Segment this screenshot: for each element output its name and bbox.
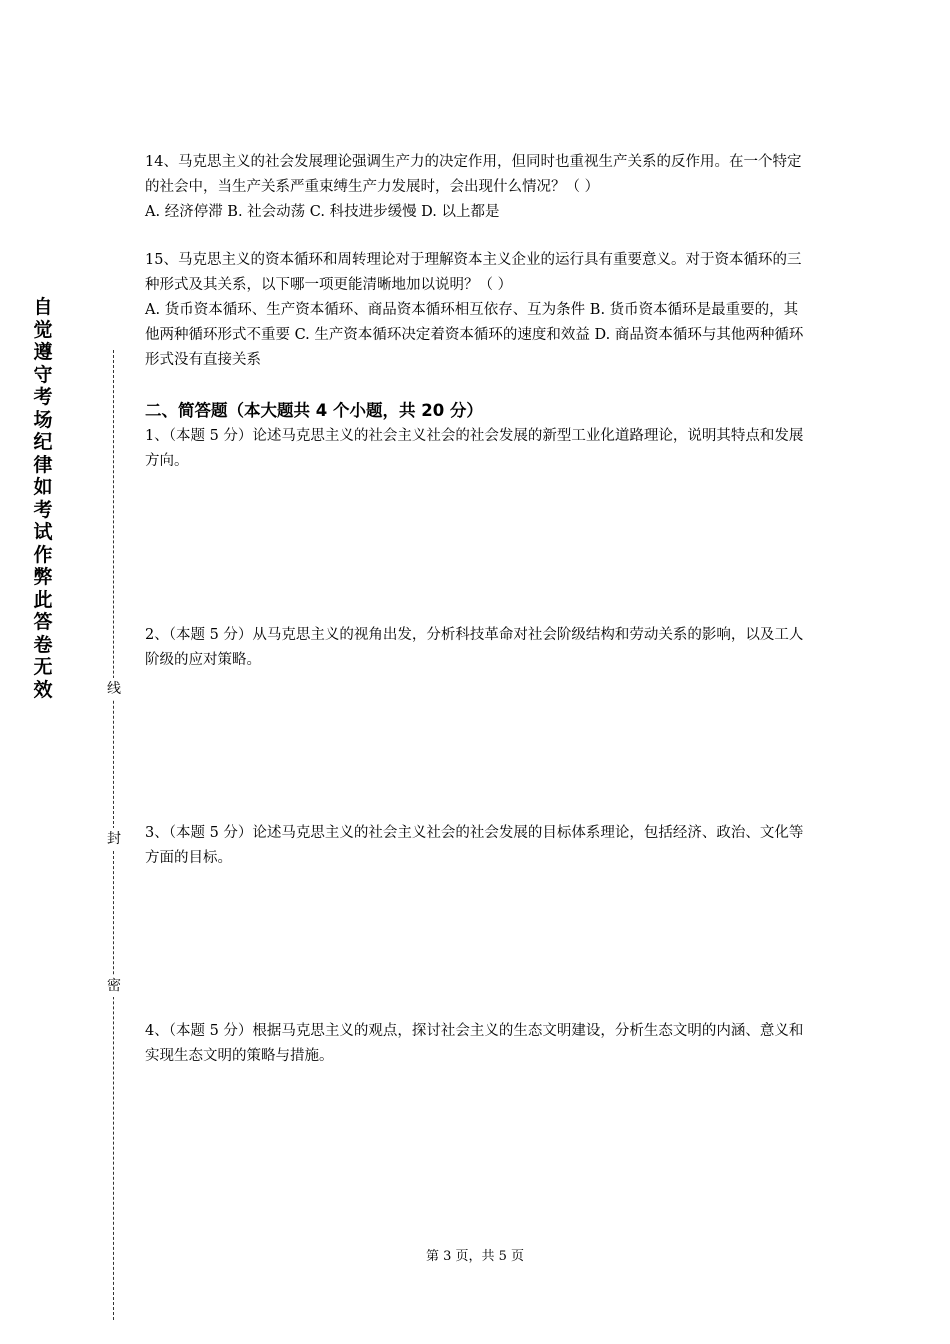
- question-text: 3、（本题 5 分）论述马克思主义的社会主义社会的社会发展的目标体系理论，包括经济、政治、文化等方面的目标。: [145, 825, 804, 866]
- question-stem: 14、马克思主义的社会发展理论强调生产力的决定作用，但同时也重视生产关系的反作用。在一个特定的社会中，当生产关系严重束缚生产力发展时，会出现什么情况？（ ）: [145, 154, 802, 195]
- question-options: A. 货币资本循环、生产资本循环、商品资本循环相互依存、互为条件 B. 货币资本循环是最重要的，其他两种循环形式不重要 C. 生产资本循环决定着资本循环的速度和效益 D. 商品资本循环与其他两种循环形式没有直接关系: [145, 302, 804, 368]
- choice-question-14: [145, 150, 810, 225]
- question-options: A. 经济停滞 B. 社会动荡 C. 科技进步缓慢 D. 以上都是: [145, 204, 500, 220]
- short-question-4: [145, 1019, 810, 1069]
- exam-discipline-warning: 自觉遵守考场纪律如考试作弊此答卷无效: [33, 296, 53, 701]
- short-question-2: [145, 623, 810, 673]
- question-text: 2、（本题 5 分）从马克思主义的视角出发，分析科技革命对社会阶级结构和劳动关系的影响，以及工人阶级的应对策略。: [145, 627, 804, 668]
- section-title: 二、简答题（本大题共 4 个小题，共 20 分）: [145, 401, 483, 420]
- page-number: 第 3 页，共 5 页: [425, 1249, 525, 1264]
- binding-mark-line: 线: [105, 678, 123, 700]
- binding-mark-seal: 封: [105, 828, 123, 850]
- short-question-3: [145, 821, 810, 871]
- choice-question-15: [145, 248, 810, 373]
- question-text: 1、（本题 5 分）论述马克思主义的社会主义社会的社会发展的新型工业化道路理论，说明其特点和发展方向。: [145, 428, 804, 469]
- question-stem: 15、马克思主义的资本循环和周转理论对于理解资本主义企业的运行具有重要意义。对于资本循环的三种形式及其关系，以下哪一项更能清晰地加以说明？（ ）: [145, 252, 802, 293]
- binding-mark-secret: 密: [105, 975, 123, 997]
- question-text: 4、（本题 5 分）根据马克思主义的观点，探讨社会主义的生态文明建设，分析生态文明的内涵、意义和实现生态文明的策略与措施。: [145, 1023, 804, 1064]
- short-question-1: [145, 424, 810, 474]
